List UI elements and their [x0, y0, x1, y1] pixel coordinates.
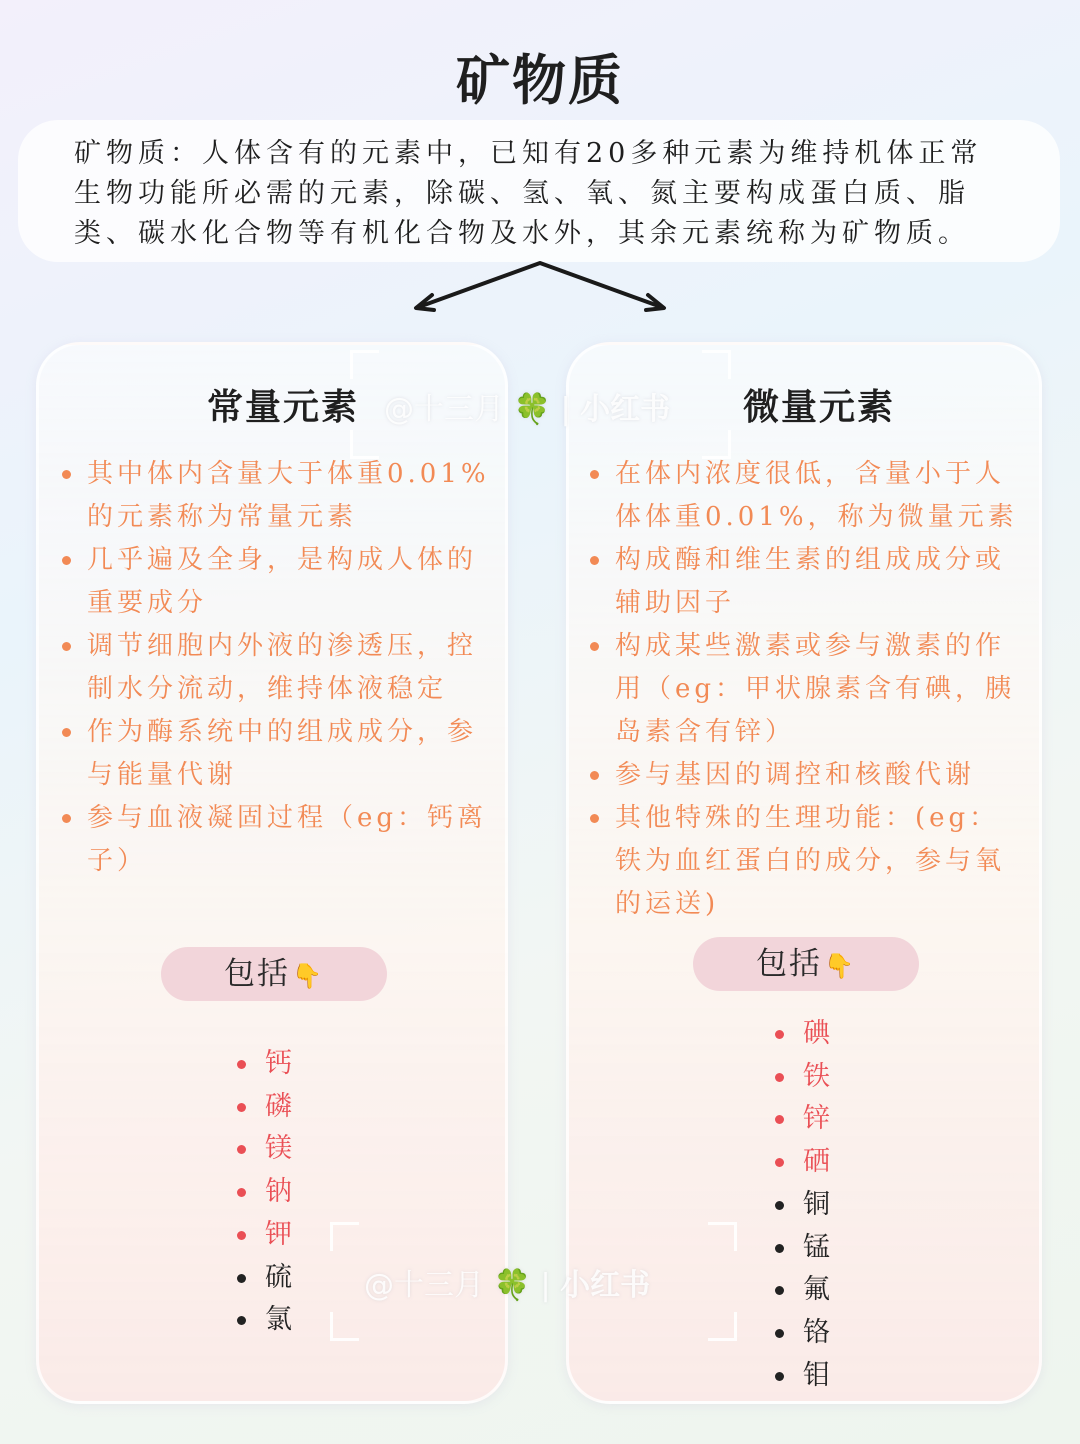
watermark-corner	[350, 350, 379, 379]
include-label-text: 包括	[224, 956, 291, 992]
trace-elements-title: 微量元素	[743, 386, 896, 428]
watermark-corner	[702, 350, 731, 379]
watermark-separator: |	[540, 1268, 551, 1303]
element-item: 磷	[235, 1086, 292, 1129]
pointing-down-hand-icon: 👇	[292, 962, 324, 990]
element-item: 铁	[773, 1056, 830, 1099]
watermark-separator: |	[560, 392, 571, 427]
element-item: 碘	[773, 1013, 830, 1056]
element-item: 氟	[773, 1269, 830, 1312]
macro-elements-title: 常量元素	[207, 386, 360, 428]
list-item: 构成酶和维生素的组成成分或辅助因子	[589, 539, 1019, 625]
trace-elements-points	[589, 453, 1019, 926]
element-item: 钾	[235, 1214, 292, 1257]
definition-box	[18, 120, 1060, 262]
watermark	[384, 384, 670, 428]
definition-text: 矿物质：人体含有的元素中，已知有20多种元素为维持机体正常生物功能所必需的元素，除碳、氢、氧、氮主要构成蛋白质、脂类、碳水化合物等有机化合物及水外，其余元素统称为矿物质。	[74, 138, 983, 249]
watermark-brand: 小红书	[580, 392, 671, 427]
element-item: 铜	[773, 1184, 830, 1227]
list-item: 参与血液凝固过程（eg：钙离子）	[61, 797, 491, 883]
macro-elements-card	[36, 342, 508, 1404]
watermark-corner	[708, 1312, 737, 1341]
list-item: 调节细胞内外液的渗透压，控制水分流动，维持体液稳定	[61, 625, 491, 711]
macro-include-label	[161, 947, 387, 1001]
watermark-corner	[330, 1222, 359, 1251]
list-item: 构成某些激素或参与激素的作用（eg：甲状腺素含有碘，胰岛素含有锌）	[589, 625, 1019, 754]
element-item: 铬	[773, 1312, 830, 1355]
list-item: 其他特殊的生理功能：(eg：铁为血红蛋白的成分，参与氧的运送)	[589, 797, 1019, 926]
element-item: 钼	[773, 1355, 830, 1398]
trace-elements-card	[566, 342, 1042, 1404]
element-item: 锌	[773, 1098, 830, 1141]
watermark-author: @十三月	[384, 392, 504, 427]
watermark-corner	[708, 1222, 737, 1251]
element-item: 硒	[773, 1141, 830, 1184]
list-item: 几乎遍及全身，是构成人体的重要成分	[61, 539, 491, 625]
element-item: 钙	[235, 1043, 292, 1086]
watermark	[364, 1260, 650, 1304]
four-leaf-clover-icon: 🍀	[493, 1268, 531, 1303]
list-item: 参与基因的调控和核酸代谢	[589, 754, 1019, 797]
pointing-down-hand-icon: 👇	[824, 952, 856, 980]
watermark-corner	[350, 430, 379, 459]
split-arrow-icon	[400, 255, 680, 325]
element-item: 氯	[235, 1299, 292, 1342]
macro-elements-points	[61, 453, 491, 883]
trace-include-label	[693, 937, 919, 991]
macro-elements-list	[235, 1043, 292, 1342]
element-item: 镁	[235, 1128, 292, 1171]
watermark-corner	[702, 430, 731, 459]
include-label-text: 包括	[756, 946, 823, 982]
list-item: 在体内浓度很低，含量小于人体体重0.01%，称为微量元素	[589, 453, 1019, 539]
element-item: 硫	[235, 1257, 292, 1300]
watermark-brand: 小红书	[560, 1268, 651, 1303]
page-title: 矿物质	[456, 48, 624, 112]
list-item: 其中体内含量大于体重0.01%的元素称为常量元素	[61, 453, 491, 539]
trace-elements-list	[773, 1013, 830, 1397]
watermark-author: @十三月	[364, 1268, 484, 1303]
element-item: 钠	[235, 1171, 292, 1214]
element-item: 锰	[773, 1227, 830, 1270]
list-item: 作为酶系统中的组成成分，参与能量代谢	[61, 711, 491, 797]
four-leaf-clover-icon: 🍀	[513, 392, 551, 427]
watermark-corner	[330, 1312, 359, 1341]
